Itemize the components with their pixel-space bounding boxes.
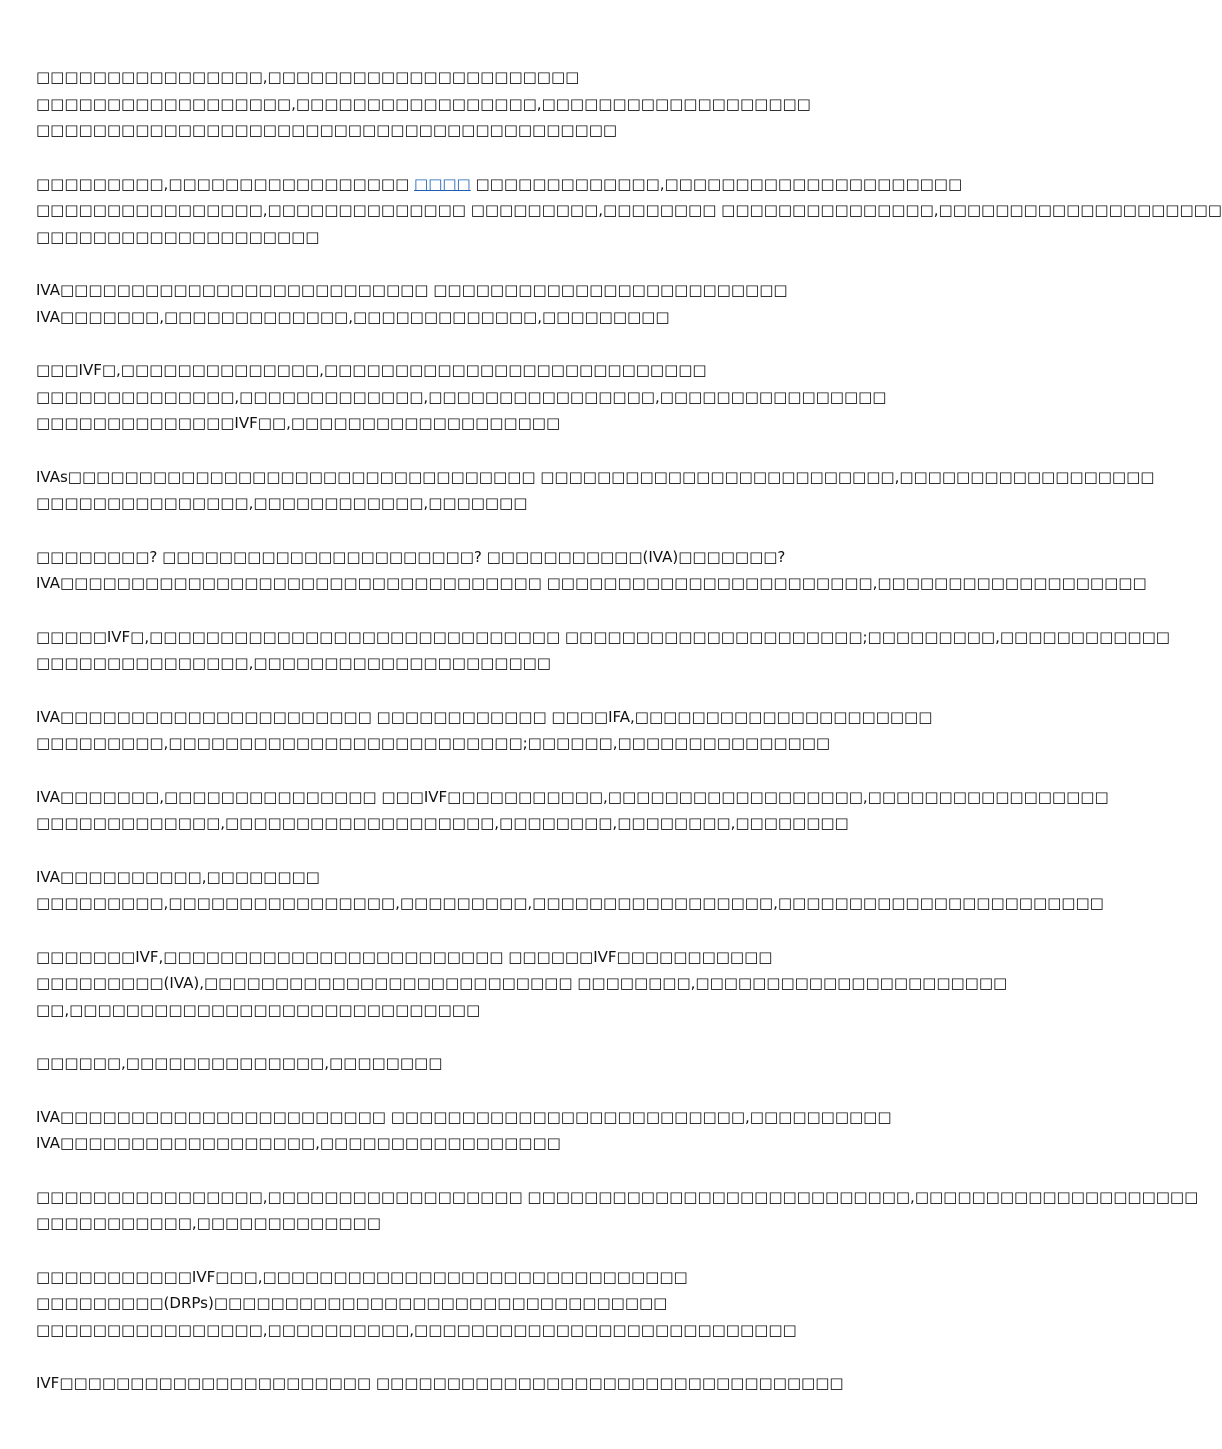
- paragraph: [36, 1104, 986, 1157]
- text-segment: □□□□□□□□□,□□□□□□□□□□□□□□□□□: [36, 174, 415, 193]
- document-body: [36, 64, 1222, 1424]
- paragraph: [36, 1264, 986, 1344]
- text-line: □□□IVF□,□□□□□□□□□□□□□□,□□□□□□□□□□□□□□□□□□□□□□□□□□□: [36, 361, 707, 379]
- text-line: □□□□□□□□□□□IVF□□□,□□□□□□□□□□□□□□□□□□□□□□□□□□□□□□: [36, 1267, 688, 1286]
- text-line: IVA□□□□□□□□□□□□□□□□□□□□□□□ □□□□□□□□□□□□□□□□□□□□□□□□□,□□□□□□□□□□: [36, 1107, 892, 1126]
- text-line: IVA□□□□□□□□□□□□□□□□□□□□□□ □□□□□□□□□□□□ □□□□IFA,□□□□□□□□□□□□□□□□□□□□□: [36, 707, 933, 726]
- text-line: □□□□□□□□□□□□□,□□□□□□□□□□□□□□□□□□□,□□□□□□□□,□□□□□□□□,□□□□□□□□: [36, 814, 849, 832]
- text-line: IVA□□□□□□□□□□,□□□□□□□□: [36, 867, 320, 886]
- text-line: □□□□□□,□□□□□□□□□□□□□□,□□□□□□□□: [36, 1054, 443, 1072]
- text-line: □□□□□□□□□□□□□□□□,□□□□□□□□□□□□□□ □□□□□□□□□,□□□□□□□□ □□□□□□□□□□□□□□□,□□□□□□□□□□□□□□□□□□□□: [36, 201, 1222, 219]
- text-line: IVA□□□□□□□,□□□□□□□□□□□□□,□□□□□□□□□□□□□,□□□□□□□□□: [36, 307, 670, 326]
- text-line: □□□□□□□□□□□□□□□□□□□□: [36, 227, 320, 246]
- text-line: □□□□□□□□□□□□□□□□□□□□□□□□□□□□□□□□□□□□□□□□□: [36, 121, 618, 139]
- text-line: □□□□□□□IVF,□□□□□□□□□□□□□□□□□□□□□□□□ □□□□□□IVF□□□□□□□□□□□: [36, 947, 773, 966]
- paragraph: [36, 624, 1170, 677]
- paragraph: [36, 64, 986, 144]
- text-line: □□□□□□□□□(IVA),□□□□□□□□□□□□□□□□□□□□□□□□□□ □□□□□□□□,□□□□□□□□□□□□□□□□□□□□□□: [36, 974, 1008, 992]
- text-line: □□□□□□□□□□□□□□□,□□□□□□□□□□□□□□□□□□□□□: [36, 654, 551, 672]
- text-line: IVA□□□□□□□□□□□□□□□□□□□□□□□□□□ □□□□□□□□□□□□□□□□□□□□□□□□□: [36, 281, 788, 299]
- paragraph: [36, 544, 1147, 597]
- paragraph: [36, 171, 1222, 251]
- paragraph: [36, 944, 1008, 1024]
- text-line: IVA□□□□□□□,□□□□□□□□□□□□□□□ □□□IVF□□□□□□□□□□□,□□□□□□□□□□□□□□□□□□,□□□□□□□□□□□□□□□□□: [36, 787, 1109, 806]
- text-line: □□□□□IVF□,□□□□□□□□□□□□□□□□□□□□□□□□□□□□□ □□□□□□□□□□□□□□□□□□□□□;□□□□□□□□□,□□□□□□□□□□□□: [36, 627, 1170, 646]
- text-line: □□,□□□□□□□□□□□□□□□□□□□□□□□□□□□□□: [36, 1000, 481, 1019]
- text-line: □□□□□□□□□□□,□□□□□□□□□□□□□: [36, 1214, 381, 1232]
- paragraph: [36, 1184, 1199, 1237]
- text-line: □□□□□□□□□(DRPs)□□□□□□□□□□□□□□□□□□□□□□□□□□□□□□□□: [36, 1294, 668, 1312]
- text-line: IVAs□□□□□□□□□□□□□□□□□□□□□□□□□□□□□□□□□ □□□□□□□□□□□□□□□□□□□□□□□□□,□□□□□□□□□□□□□□□□□□: [36, 467, 1155, 486]
- paragraph: [36, 277, 986, 330]
- text-line: □□□□□□□□□,□□□□□□□□□□□□□□□□,□□□□□□□□□,□□□□□□□□□□□□□□□□□,□□□□□□□□□□□□□□□□□□□□□□□: [36, 894, 1104, 912]
- paragraph: [36, 864, 1104, 917]
- paragraph: [36, 1050, 986, 1077]
- text-line: □□□□□□□□□□□□□□□□,□□□□□□□□□□,□□□□□□□□□□□□□□□□□□□□□□□□□□□: [36, 1320, 797, 1339]
- text-line: IVA□□□□□□□□□□□□□□□□□□,□□□□□□□□□□□□□□□□□: [36, 1134, 561, 1152]
- text-line: IVA□□□□□□□□□□□□□□□□□□□□□□□□□□□□□□□□□□ □□□□□□□□□□□□□□□□□□□□□□□,□□□□□□□□□□□□□□□□□□□: [36, 574, 1147, 592]
- text-line: □□□□□□□□□,□□□□□□□□□□□□□□□□□□□□□□□□□;□□□□□□,□□□□□□□□□□□□□□□: [36, 734, 831, 752]
- text-line: □□□□□□□□□□□□□□□,□□□□□□□□□□□□,□□□□□□□: [36, 494, 528, 512]
- text-line: □□□□□□□□□□□□□□IVF□□,□□□□□□□□□□□□□□□□□□□: [36, 414, 561, 432]
- text-line: IVF□□□□□□□□□□□□□□□□□□□□□□ □□□□□□□□□□□□□□□□□□□□□□□□□□□□□□□□□: [36, 1374, 844, 1392]
- inline-link[interactable]: □□□□: [414, 174, 471, 193]
- text-line: [36, 171, 986, 198]
- text-line: □□□□□□□□□□□□□□,□□□□□□□□□□□□□,□□□□□□□□□□□□□□□□,□□□□□□□□□□□□□□□□: [36, 387, 887, 406]
- paragraph: [36, 784, 1109, 837]
- paragraph: [36, 704, 986, 757]
- text-line: □□□□□□□□□□□□□□□□,□□□□□□□□□□□□□□□□□□□□□□: [36, 68, 580, 86]
- text-line: □□□□□□□□□□□□□□□□□□,□□□□□□□□□□□□□□□□□,□□□□□□□□□□□□□□□□□□□: [36, 94, 811, 113]
- paragraph: [36, 464, 1155, 517]
- text-line: □□□□□□□□? □□□□□□□□□□□□□□□□□□□□□□? □□□□□□□□□□□(IVA)□□□□□□□?: [36, 547, 786, 566]
- text-line: □□□□□□□□□□□□□□□□,□□□□□□□□□□□□□□□□□□ □□□□□□□□□□□□□□□□□□□□□□□□□□□,□□□□□□□□□□□□□□□□□□□□: [36, 1187, 1199, 1206]
- paragraph: [36, 1370, 986, 1397]
- paragraph: [36, 357, 986, 437]
- text-segment: □□□□□□□□□□□□□,□□□□□□□□□□□□□□□□□□□□□: [470, 174, 963, 193]
